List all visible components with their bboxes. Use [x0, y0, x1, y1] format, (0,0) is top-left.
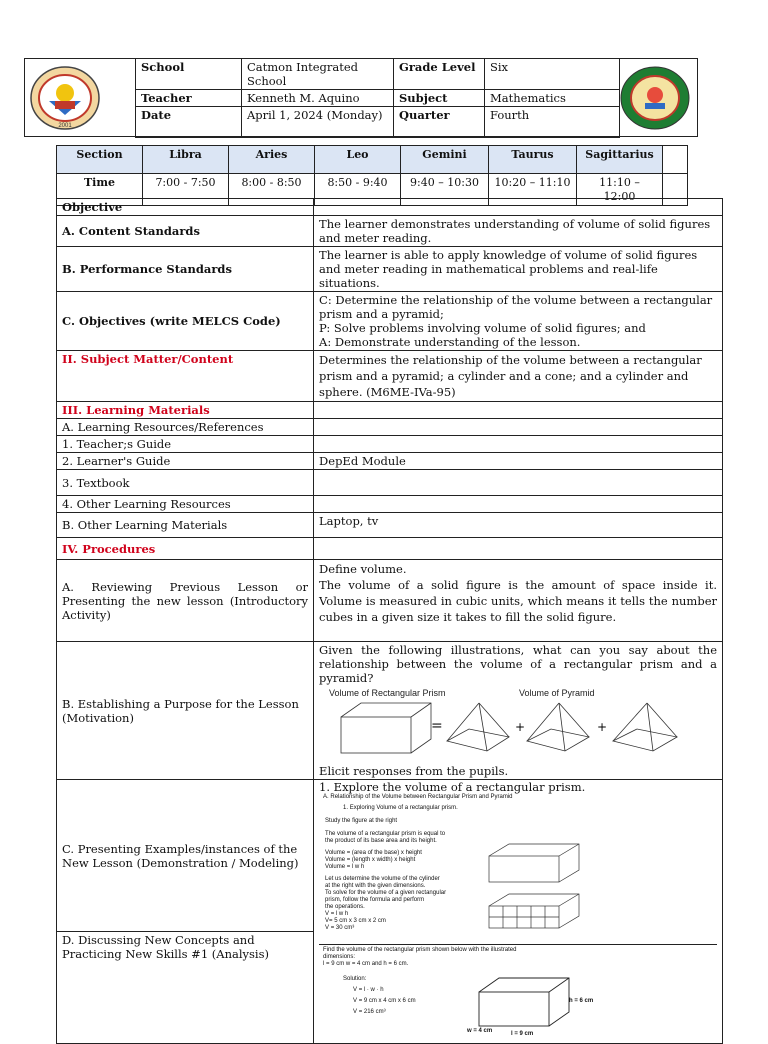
- quarter-value: Fourth: [485, 107, 620, 138]
- prism-drawing: [341, 703, 431, 753]
- svg-text:2001: 2001: [58, 123, 72, 129]
- worksheet-line: V = 30 cm³: [325, 925, 355, 931]
- blank-cell: [314, 538, 723, 560]
- discussing-line: l = 9 cm w = 4 cm and h = 6 cm.: [323, 961, 409, 967]
- purpose-question: Given the following illustrations, what can you say about the relationship between the volume of a rectangular prism and a pyramid?: [319, 643, 717, 685]
- blank-cell: [314, 199, 723, 216]
- school-label: School: [136, 59, 242, 90]
- worksheet-line: Let us determine the volume of the cylinder: [325, 876, 440, 882]
- learners-guide-value: DepEd Module: [314, 453, 723, 470]
- pyramid-drawing-3: [613, 703, 677, 751]
- teacher-value: Kenneth M. Aquino: [242, 90, 394, 107]
- objective-a: A: Demonstrate understanding of the lesson.: [319, 335, 581, 349]
- worksheet-line: Volume = (area of the base) x height: [325, 850, 422, 856]
- content-standards-label: A. Content Standards: [57, 216, 314, 247]
- plus-sign: +: [515, 720, 526, 734]
- school-value: Catmon Integrated School: [242, 59, 394, 90]
- prism-pyramid-illustration: [319, 685, 714, 761]
- section-label: Section: [57, 146, 143, 174]
- subject-value: Mathematics: [485, 90, 620, 107]
- date-label: Date: [136, 107, 242, 138]
- objective-c: C: Determine the relationship of the volume between a rectangular prism and a pyramid;: [319, 293, 713, 321]
- worksheet-line: prism, follow the formula and perform: [325, 897, 425, 903]
- objective-p: P: Solve problems involving volume of solid figures; and: [319, 321, 646, 335]
- reviewing-label: A. Reviewing Previous Lesson or Presenting the new lesson (Introductory Activity): [57, 560, 314, 642]
- blank-cell: [314, 496, 723, 513]
- purpose-content: [314, 642, 723, 780]
- section-cell: Sagittarius: [577, 146, 663, 174]
- other-materials-value: Laptop, tv: [314, 513, 723, 538]
- section-cell: Aries: [229, 146, 315, 174]
- blank-cell: [314, 470, 723, 496]
- solution-line: Solution:: [343, 976, 367, 982]
- lesson-plan-table: [56, 198, 723, 1044]
- teacher-label: Teacher: [136, 90, 242, 107]
- blank-cell: [663, 146, 688, 174]
- time-cell: 9:40 – 10:30: [401, 174, 489, 206]
- schedule-table: [56, 145, 688, 206]
- worksheet-line: at the right with the given dimensions.: [325, 883, 426, 889]
- solution-line: V = l · w · h: [353, 987, 384, 993]
- width-label: w = 4 cm: [467, 1028, 493, 1034]
- worksheet-line: To solve for the volume of a given rectangular: [325, 890, 447, 896]
- length-label: l = 9 cm: [511, 1031, 534, 1037]
- quarter-label: Quarter: [394, 107, 485, 138]
- resources-label: A. Learning Resources/References: [57, 419, 314, 436]
- section-cell: Libra: [143, 146, 229, 174]
- worksheet-study: Study the figure at the right: [325, 818, 398, 824]
- header-table: [135, 58, 620, 138]
- reviewing-definition: The volume of a solid figure is the amount of space inside it. Volume is measured in cubic units, which means it tells the number cubes in a given size it takes to fill the solid figure.: [319, 578, 717, 624]
- blank-cell: [314, 436, 723, 453]
- blank-cell: [314, 419, 723, 436]
- other-materials-label: B. Other Learning Materials: [57, 513, 314, 538]
- worksheet-lines: [319, 831, 495, 932]
- prism-dimension-figure: [467, 972, 594, 1038]
- textbook-label: 3. Textbook: [57, 470, 314, 496]
- presenting-label: C. Presenting Examples/instances of the New Lesson (Demonstration / Modeling): [57, 780, 314, 932]
- division-seal-logo: [29, 65, 101, 131]
- other-resources-label: 4. Other Learning Resources: [57, 496, 314, 513]
- time-label: Time: [57, 174, 143, 206]
- reviewing-content: [314, 560, 723, 642]
- time-cell: 8:50 - 9:40: [315, 174, 401, 206]
- discussing-label: D. Discussing New Concepts and Practicing New Skills #1 (Analysis): [57, 932, 314, 1044]
- equals-sign: =: [431, 718, 443, 734]
- worksheet-subtitle: 1. Exploring Volume of a rectangular prism.: [343, 805, 458, 811]
- worksheet-line: the operations.: [325, 904, 365, 910]
- learners-guide-label: 2. Learner's Guide: [57, 453, 314, 470]
- discussing-line: dimensions:: [323, 954, 356, 960]
- content-standards-text: The learner demonstrates understanding of volume of solid figures and meter reading.: [314, 216, 723, 247]
- subject-matter-text: Determines the relationship of the volume between a rectangular prism and a pyramid; a cylinder and a cone; and a cylinder and sphere. (M6ME-IVa-95): [314, 351, 723, 402]
- section-cell: Taurus: [489, 146, 577, 174]
- time-cell: 10:20 – 11:10: [489, 174, 577, 206]
- procedures-label: IV. Procedures: [57, 538, 314, 560]
- objective-heading: Objective: [57, 199, 314, 216]
- teachers-guide-label: 1. Teacher;s Guide: [57, 436, 314, 453]
- worksheet-line: the product of its base area and its height.: [325, 838, 437, 844]
- presenting-content: [314, 780, 723, 1044]
- time-cell: 7:00 - 7:50: [143, 174, 229, 206]
- discussing-line: Find the volume of the rectangular prism shown below with the illustrated: [323, 947, 517, 953]
- time-cell: 11:10 – 12:00: [577, 174, 663, 206]
- solution-line: V = 216 cm³: [353, 1009, 386, 1015]
- header-box: [24, 58, 698, 137]
- worksheet-divider: [319, 944, 717, 945]
- worksheet-line: Volume = (length x width) x height: [325, 857, 416, 863]
- school-seal-logo: [619, 65, 691, 131]
- grade-value: Six: [485, 59, 620, 90]
- date-value: April 1, 2024 (Monday): [242, 107, 394, 138]
- performance-standards-label: B. Performance Standards: [57, 247, 314, 292]
- worksheet-line: Volume = l w h: [325, 864, 365, 870]
- worksheet-line: V = l w h: [325, 911, 349, 917]
- presenting-explore: 1. Explore the volume of a rectangular prism.: [319, 780, 586, 794]
- height-label: h = 6 cm: [569, 998, 594, 1004]
- pyramid-drawing-2: [527, 703, 589, 751]
- plus-sign: +: [597, 720, 608, 734]
- subject-label: Subject: [394, 90, 485, 107]
- pyramid-drawing-1: [447, 703, 509, 751]
- solution-line: V = 9 cm x 4 cm x 6 cm: [353, 998, 416, 1004]
- elicit-responses: Elicit responses from the pupils.: [319, 764, 509, 778]
- worksheet-image: [319, 794, 717, 1039]
- objectives-text: [314, 292, 723, 351]
- worksheet-title: A. Relationship of the Volume between Rectangular Prism and Pyramid: [323, 794, 513, 800]
- grade-label: Grade Level: [394, 59, 485, 90]
- section-cell: Gemini: [401, 146, 489, 174]
- blank-cell: [314, 402, 723, 419]
- performance-standards-text: The learner is able to apply knowledge of volume of solid figures and meter reading in mathematical problems and real-life situations.: [314, 247, 723, 292]
- learning-materials-label: III. Learning Materials: [57, 402, 314, 419]
- prism-figures: [479, 834, 589, 934]
- worksheet-line: The volume of a rectangular prism is equal to: [325, 831, 446, 837]
- subject-matter-label: II. Subject Matter/Content: [57, 351, 314, 402]
- worksheet-line: V= 5 cm x 3 cm x 2 cm: [325, 918, 386, 924]
- objectives-label: C. Objectives (write MELCS Code): [57, 292, 314, 351]
- section-cell: Leo: [315, 146, 401, 174]
- reviewing-define: Define volume.: [319, 562, 407, 576]
- prism-img-title: Volume of Rectangular Prism: [329, 688, 446, 698]
- purpose-label: B. Establishing a Purpose for the Lesson (Motivation): [57, 642, 314, 780]
- pyramid-img-title: Volume of Pyramid: [519, 688, 595, 698]
- time-cell: 8:00 - 8:50: [229, 174, 315, 206]
